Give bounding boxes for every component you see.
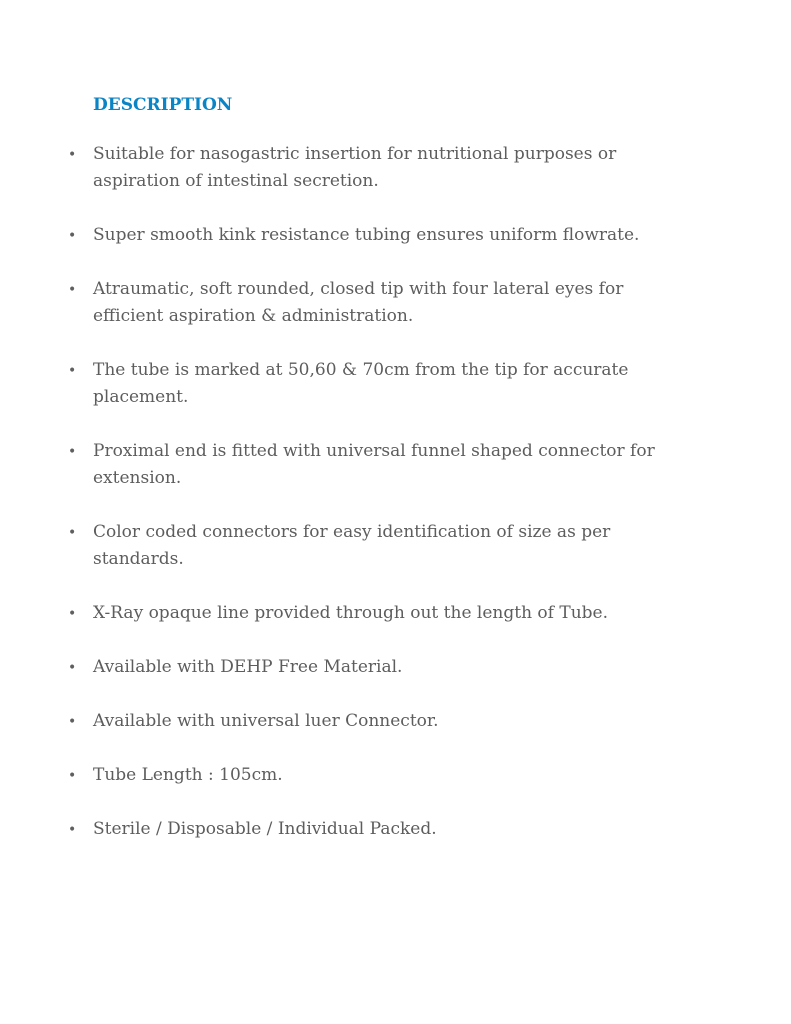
bullet-icon: • — [68, 606, 77, 622]
bullet-icon: • — [68, 660, 77, 676]
feature-text: Available with DEHP Free Material. — [93, 657, 403, 677]
bullet-icon: • — [68, 282, 77, 298]
bullet-icon: • — [68, 444, 77, 460]
feature-text: The tube is marked at 50,60 & 70cm from the tip for accurate placement. — [93, 360, 629, 407]
bullet-icon: • — [68, 147, 77, 163]
feature-text: Proximal end is fitted with universal funnel shaped connector for extension. — [93, 441, 655, 488]
feature-text: Super smooth kink resistance tubing ensures uniform flowrate. — [93, 225, 640, 245]
bullet-icon: • — [68, 714, 77, 730]
feature-text: Available with universal luer Connector. — [93, 711, 439, 731]
feature-text: X-Ray opaque line provided through out the length of Tube. — [93, 603, 608, 623]
bullet-icon: • — [68, 822, 77, 838]
feature-text: Color coded connectors for easy identification of size as per standards. — [93, 522, 611, 569]
feature-text: Sterile / Disposable / Individual Packed. — [93, 819, 437, 839]
section-heading: DESCRIPTION — [93, 95, 233, 115]
bullet-icon: • — [68, 228, 77, 244]
bullet-icon: • — [68, 363, 77, 379]
bullet-icon: • — [68, 768, 77, 784]
bullet-icon: • — [68, 525, 77, 541]
feature-text: Suitable for nasogastric insertion for nutritional purposes or aspiration of intestinal secretion. — [93, 144, 617, 191]
feature-text: Atraumatic, soft rounded, closed tip with four lateral eyes for efficient aspiration & administration. — [93, 279, 624, 326]
feature-text: Tube Length : 105cm. — [93, 765, 283, 785]
